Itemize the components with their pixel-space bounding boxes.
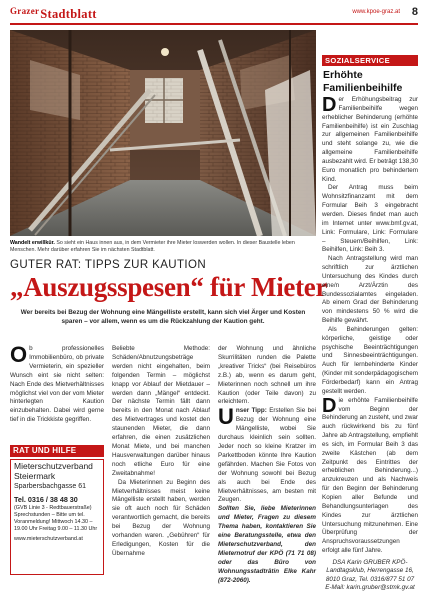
article-headline: „Auszugsspesen“ für Mieter: [10, 272, 328, 302]
stairwell-illustration: [10, 30, 316, 236]
organisation-website[interactable]: www.mieterschutzverband.at: [14, 536, 83, 542]
dropcap: D: [322, 394, 337, 417]
tip-text: Erstellen Sie bei Bezug der Wohnung eine Mängelliste, wobei Sie durchaus kleinlich sein sollten. Jeder noch so kleine Kratzer im Parkettboden könnte Ihre Kaution gefährden. Machen Sie Fotos von der Wohnung sowohl bei Bezug als auch bei Ende des Mietverhältnisses, am besten mit Zeugen.: [218, 407, 316, 504]
sidebar-body: [322, 96, 418, 593]
site-url[interactable]: www.kpoe-graz.at: [352, 9, 400, 15]
article-column-1: [10, 342, 104, 425]
masthead: [10, 6, 418, 22]
column-paragraph: Beliebte Methode: Schäden/Abnutzungsbeträge werden nicht eingehalten, beim folgenden Termin – möglichst knapp vor Ablauf der Mietdauer – werden dann „Mängel“ entdeckt. Der nächste Termin fällt dann bereits in den Monat nach Ablauf des Mietvertrages und kostet den staunenden Mieter, die dann erfahren, die einen zusätzlichen Monat Miete, und bei manchen Hausverwaltungen darüber hinaus noch etliche Euro für eine Zweitabnahme!: [112, 345, 210, 477]
author-signature: DSA Karin GRUBER KPÖ-Landtagsklub, Herrengasse 16, 8010 Graz, Tel. 0316/877 51 07 E-Mail: karin.gruber@stmk.gv.at: [325, 558, 415, 592]
column-paragraph: der Wohnung und ähnliche Skurrilitäten runden die Palette „kreativer Tricks“ (bei Reisebüros z.B.) ab, wenn es darum geht, Mieterinnen noch schnell um ihre Kaution (oder Teile davon) zu erleichtern.: [218, 345, 316, 406]
article-kicker: GUTER RAT: TIPPS ZUR KAUTION: [10, 259, 207, 271]
dropcap: U: [218, 404, 234, 430]
organisation-name: Mieterschutzverband Steiermark: [14, 461, 93, 481]
article-photo: [10, 30, 316, 236]
sidebar-paragraph-text: ie erhöhte Familienbeihilfe vom Beginn der Behinderung an zusteht, und zwar auch rückwirkend bis zu fünf Jahre ab Antragstellung, empfiehlt es sich, im Formular Beih 3 das zweite Kästchen (ab dem Zeitpunkt des Eintrittes der erheblichen Behinderung...) anzukreuzen und als Nachweis für den Beginn der Behinderung Kopien aller Befunde und Behandlungsunterlagen des Kindes zur ärztlichen Untersuchung mitzunehmen. Eine Überprüfung der Anspruchsvoraussetzungen erfolgt alle fünf Jahre.: [322, 396, 418, 555]
photo-caption: [10, 240, 316, 254]
sidebar-paragraph: [322, 394, 418, 556]
organisation-phone[interactable]: Tel. 0316 / 38 48 30: [14, 495, 78, 504]
caption-lead: Wandelt erwillkür.: [10, 240, 55, 246]
brand-name: Stadtblatt: [40, 7, 97, 21]
sidebar-paragraph: Der Antrag muss beim Wohnsitzfinanzamt mit dem Formular Beih 3 eingebracht werden. Dieses findet man auch im Internet unter www.bmf.gv.at, Link: Formulare, Link: Formulare – Steuern/Beihilfen, Link: Beihilfen, Link: Beih 3.: [322, 184, 418, 254]
caption-text: So sieht ein Haus innen aus, in dem Vermieter ihre Mieter loswerden wollen. In dieser Baustelle leben Menschen. Mehr darüber erfahren Sie im nächsten Stadtblatt.: [10, 240, 295, 253]
article-column-3: [218, 345, 316, 585]
column-paragraph: Da Mieterinnen zu Beginn des Mietverhältnisses meist keine Mängelliste erstellt haben, werden sie oft auch noch für Schäden verantwortlich gemacht, die bereits bei Bezug der Wohnung vorhanden waren. „Gebühren“ für Erledigungen, Kosten für die Übernahme: [112, 478, 210, 557]
page-number: 8: [411, 6, 418, 18]
article-column-2: [112, 345, 210, 559]
office-hours: (GVB Linie 3 - Redtbauerstraße) Sprechstunden – Bitte um tel. Voranmeldung! Mittwoch 14.30 – 19.00 Uhr Freitag 9.00 – 11.30 Uhr: [14, 505, 98, 532]
sidebar-paragraph: [322, 96, 418, 184]
brand-logo: [10, 6, 97, 22]
column-text: b professionelles Immobilienbüro, ob private Vermieterin, ein spezieller Wunsch eint sie nicht selten: Nach Ende des Mietverhältnisses möglichst viel von der vom Mieter hinterlegten Kaution einzubehalten. Dabei wird gerne tief in die Trickkiste gegriffen.: [10, 345, 104, 424]
section-label: SOZIALSERVICE: [322, 55, 418, 66]
sidebar-paragraph: Nach Antragstellung wird man schriftlich zur ärztlichen Untersuchung des Kindes durch eine/n Arzt/Ärztin des Bundessozialamtes eingeladen. Ab einem Grad der Behinderung von mindestens 50 % wird die Beihilfe gewährt.: [322, 255, 418, 325]
sidebar-paragraph-text: er Erhöhungsbeitrag zur Familienbeihilfe wegen erheblicher Behinderung (erhöhte Familienbeihilfe) ist ein Zuschlag zur allgemeinen Familienbeihilfe und steht solange zu, wie die allgemeine Familienbeihilfe ausbezahlt wird. Er beträgt 138,30 Euro monatlich pro behindertem Kind.: [322, 96, 418, 183]
tip-label: nser Tipp:: [235, 407, 267, 415]
header-divider: [10, 23, 418, 25]
article-lead: Wer bereits bei Bezug der Wohnung eine Mängelliste erstellt, kann sich viel Ärger und Kosten sparen – vor allem, wenn es um die Rückzahlung der Kaution geht.: [20, 309, 306, 325]
sidebar-paragraph: Als Behinderungen gelten: körperliche, geistige oder psychische Beeinträchtigungen und Sinnesbeeinträchtigungen. Auch für lernbehinderte Kinder (Kinder mit sonderpädagogischem Förderbedarf) kann ein Antrag gestellt werden.: [322, 325, 418, 395]
dropcap: D: [322, 94, 337, 116]
dropcap: O: [10, 342, 28, 367]
organisation-address: Sparbersbachgasse 61: [14, 483, 86, 490]
sidebar-title: Erhöhte Familienbeihilfe: [323, 69, 403, 94]
tip-paragraph: [218, 404, 316, 505]
rat-und-hilfe-box: [10, 459, 104, 575]
brand-prefix: Grazer: [10, 6, 40, 16]
contact-paragraph: Sollten Sie, liebe Mieterinnen und Mieter, Fragen zu diesem Thema haben, kontaktieren Sie eine Beratungsstelle, etwa den Mieterschutzverband, den Mieternotruf der KPÖ (71 71 08) oder das Büro von Wohnungsstadträtin Elke Kahr (872-2060).: [218, 505, 316, 584]
rat-und-hilfe-header: RAT UND HILFE: [10, 445, 104, 457]
